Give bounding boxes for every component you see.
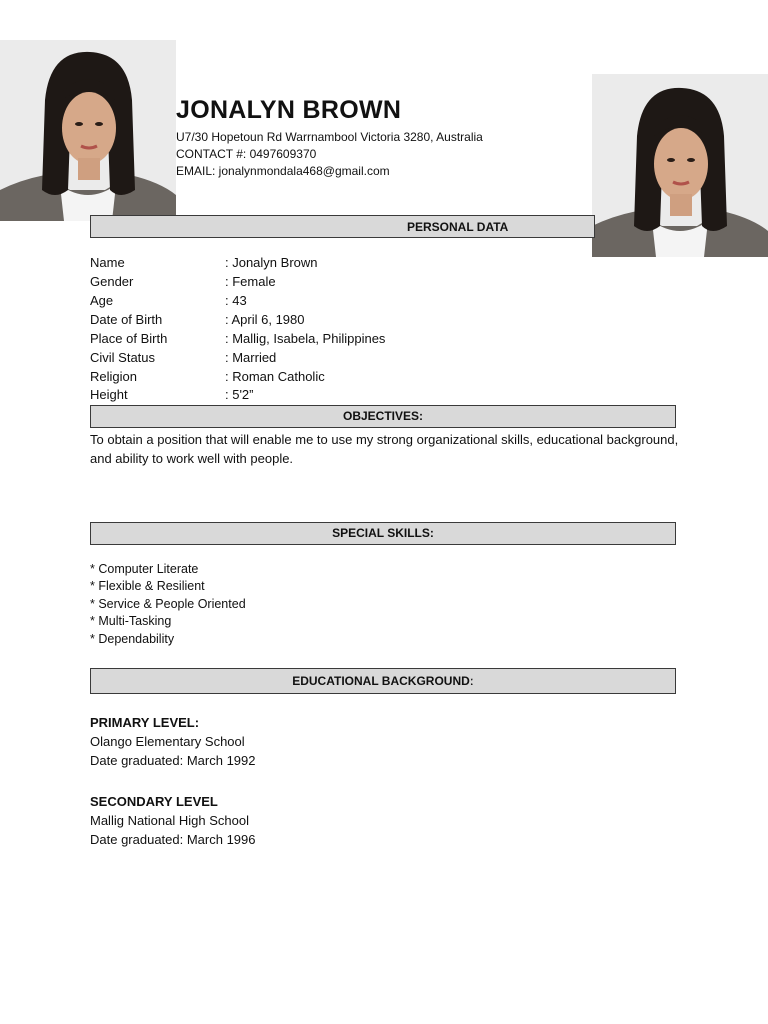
field-value: : Mallig, Isabela, Philippines [225,331,386,346]
field-label: Gender [90,274,134,289]
list-item: * Multi-Tasking [90,614,172,629]
section-header-educational-background: EDUCATIONAL BACKGROUNDː [90,668,676,694]
portrait-image [0,40,176,221]
list-item: * Dependability [90,631,175,646]
field-value: : April 6, 1980 [225,312,305,327]
contact-number: CONTACT #: 0497609370 [176,147,317,161]
field-label: Religion [90,369,137,384]
profile-photo-right [592,74,768,257]
personal-row-name [90,255,590,274]
section-header-objectives: OBJECTIVES: [90,405,676,428]
list-item: * Service & People Oriented [90,596,246,611]
education-level: PRIMARY LEVEL: [90,715,200,730]
education-level: SECONDARY LEVEL [90,794,218,809]
field-value: : 43 [225,293,247,308]
school-name: Olango Elementary School [90,734,245,749]
email-address: EMAIL: jonalynmondala468@gmail.com [176,164,390,178]
graduation-date: Date graduated: March 1996 [90,832,256,847]
field-value: : Jonalyn Brown [225,255,318,270]
field-label: Date of Birth [90,312,163,327]
personal-row-religion [90,369,590,388]
personal-row-date-of-birth [90,312,590,331]
personal-row-gender [90,274,590,293]
personal-row-place-of-birth [90,331,590,350]
field-value: : 5'2” [225,387,254,402]
section-title: PERSONAL DATA [407,220,509,234]
personal-row-height [90,387,590,406]
personal-row-age [90,293,590,312]
personal-row-civil-status [90,350,590,369]
field-label: Civil Status [90,350,156,365]
field-label: Height [90,387,128,402]
field-label: Place of Birth [90,331,168,346]
list-item: * Computer Literate [90,562,199,576]
applicant-name: JONALYN BROWN [176,96,402,124]
address-line: U7/30 Hopetoun Rd Warrnambool Victoria 3280, Australia [176,130,483,144]
objective-paragraph: To obtain a position that will enable me to use my strong organizational skills, educational background, and ability to work well with people. [90,432,679,466]
field-value: : Female [225,274,276,289]
education-secondary [90,792,256,849]
list-item: * Flexible & Resilient [90,579,205,594]
graduation-date: Date graduated: March 1992 [90,753,256,768]
field-value: : Roman Catholic [225,369,325,384]
skills-list [90,561,246,648]
portrait-image [592,74,768,257]
field-label: Age [90,293,114,308]
section-header-special-skills: SPECIAL SKILLS: [90,522,676,545]
profile-photo-left [0,40,176,221]
school-name: Mallig National High School [90,813,249,828]
section-header-personal-data [90,215,595,238]
education-primary [90,713,256,770]
field-label: Name [90,255,125,270]
field-value: : Married [225,350,277,365]
